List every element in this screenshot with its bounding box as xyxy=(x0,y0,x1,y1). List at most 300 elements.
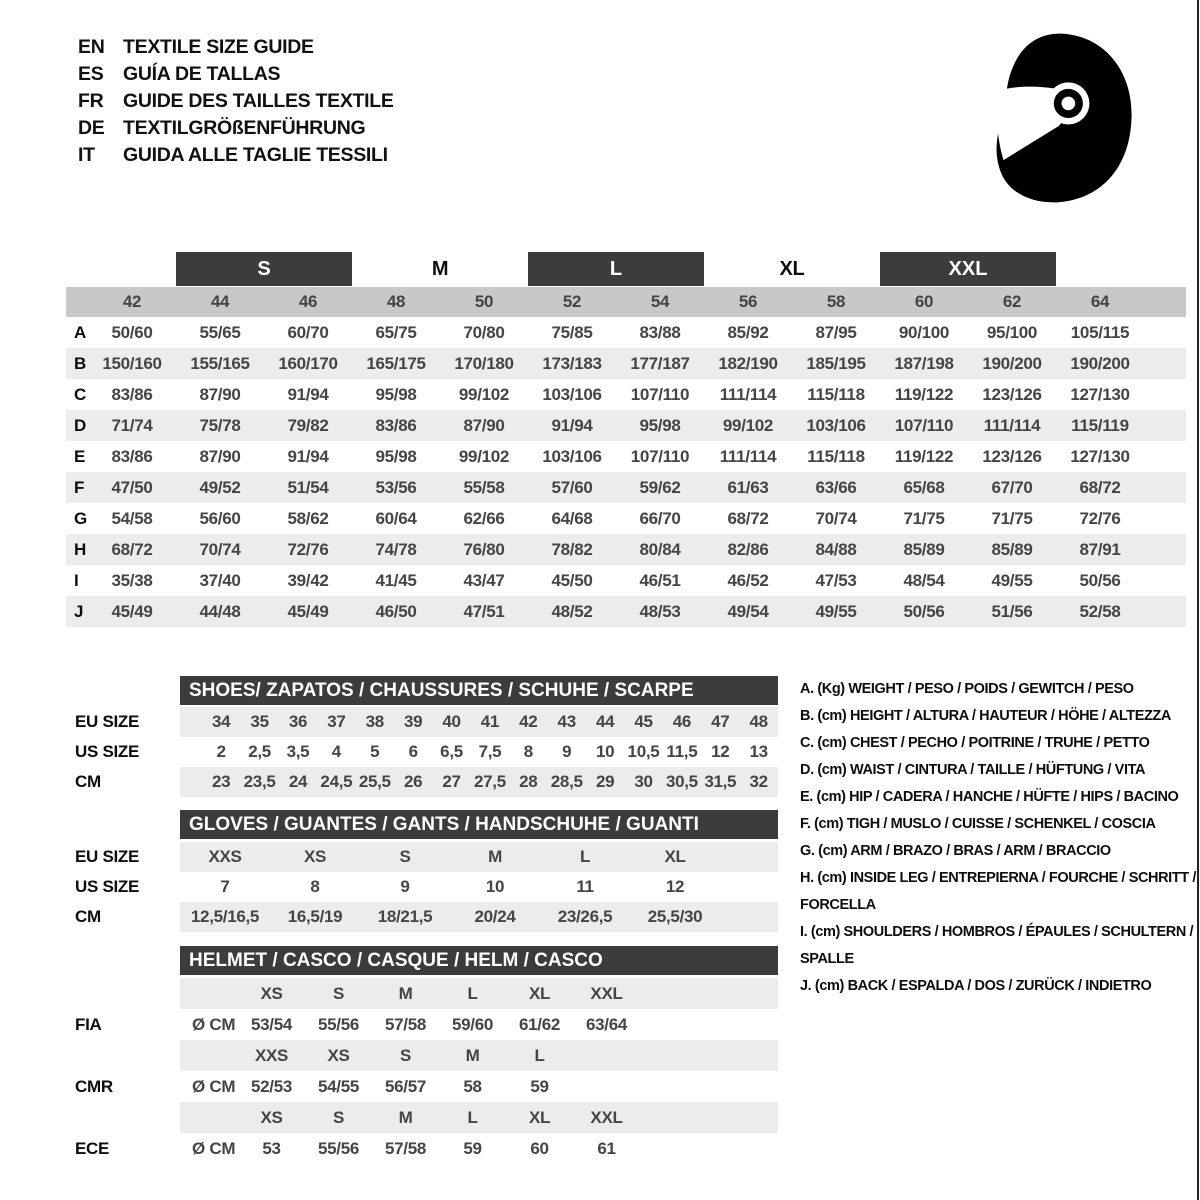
legend-item: G. (cm) ARM / BRAZO / BRAS / ARM / BRACCIO xyxy=(800,843,1111,859)
cell-value: XXL xyxy=(590,1107,623,1127)
language-label: TEXTILGRÖßENFÜHRUNG xyxy=(123,117,366,139)
cell-value: 10 xyxy=(595,742,615,761)
size-value: 67/70 xyxy=(991,477,1033,497)
language-code: FR xyxy=(78,90,104,112)
size-value: 182/190 xyxy=(718,353,778,373)
size-value: 155/165 xyxy=(190,353,250,373)
language-label: TEXTILE SIZE GUIDE xyxy=(123,36,314,58)
helmet-table-rows xyxy=(66,978,1186,1164)
legend-item: A. (Kg) WEIGHT / PESO / POIDS / GEWITCH / PESO xyxy=(800,681,1134,697)
textile-row-c xyxy=(66,379,1186,410)
legend-item: I. (cm) SHOULDERS / HOMBROS / ÉPAULES / SCHULTERN / SPALLE xyxy=(800,924,1194,967)
row-values xyxy=(180,842,778,872)
size-value: 66/70 xyxy=(639,508,681,528)
size-value: 103/106 xyxy=(542,446,602,466)
cell-value: L xyxy=(467,1107,478,1127)
cell-value: S xyxy=(332,983,345,1003)
size-value: 105/115 xyxy=(1070,322,1130,342)
size-number: 50 xyxy=(474,292,494,311)
cell-value: 57/58 xyxy=(384,1014,427,1034)
size-value: 68/72 xyxy=(111,539,153,559)
size-value: 83/88 xyxy=(639,322,681,342)
cell-value: L xyxy=(579,847,591,866)
cell-value: M xyxy=(488,847,502,866)
size-value: 61/63 xyxy=(727,477,769,497)
language-code: DE xyxy=(78,117,105,139)
cell-value: 13 xyxy=(749,742,768,761)
row-values xyxy=(180,1040,778,1071)
row-values xyxy=(180,978,778,1009)
cell-value: 56/57 xyxy=(384,1076,427,1096)
size-value: 123/126 xyxy=(982,446,1042,466)
size-value: 85/89 xyxy=(903,539,945,559)
cell-value: 61 xyxy=(597,1138,616,1158)
size-value: 41/45 xyxy=(375,570,417,590)
size-value: 44/48 xyxy=(199,601,241,621)
cell-value: 23,5 xyxy=(243,772,276,791)
size-number-band xyxy=(66,287,1186,317)
legend-item: F. (cm) TIGH / MUSLO / CUISSE / SCHENKEL / COSCIA xyxy=(800,816,1156,832)
cell-value: 34 xyxy=(212,712,231,731)
cell-value: 3,5 xyxy=(286,742,310,761)
cell-value: 35 xyxy=(250,712,269,731)
cell-value: Ø CM xyxy=(192,1014,236,1034)
size-value: 190/200 xyxy=(1070,353,1130,373)
size-value: 60/64 xyxy=(375,508,417,528)
cell-value: 63/64 xyxy=(585,1014,628,1034)
size-value: 87/90 xyxy=(199,384,241,404)
cell-value: 31,5 xyxy=(704,772,737,791)
cell-value: XXS xyxy=(208,847,242,866)
cell-value: S xyxy=(399,1045,412,1065)
table-row xyxy=(66,1102,1186,1133)
cell-value: XS xyxy=(260,983,283,1003)
size-number: 62 xyxy=(1002,292,1022,311)
size-value: 48/54 xyxy=(903,570,945,590)
size-value: 51/56 xyxy=(991,601,1033,621)
size-value: 91/94 xyxy=(287,446,329,466)
cell-value: XS xyxy=(260,1107,283,1127)
cell-value: 24,5 xyxy=(320,772,353,791)
size-value: 79/82 xyxy=(287,415,329,435)
textile-row-a xyxy=(66,317,1186,348)
size-value: 70/74 xyxy=(815,508,857,528)
size-value: 65/75 xyxy=(375,322,417,342)
cell-value: 48 xyxy=(749,712,768,731)
size-value: 45/49 xyxy=(287,601,329,621)
size-number: 58 xyxy=(826,292,846,311)
legend-item: J. (cm) BACK / ESPALDA / DOS / ZURÜCK / INDIETRO xyxy=(800,978,1152,994)
cell-value: 11,5 xyxy=(666,742,698,761)
cell-value: 2,5 xyxy=(248,742,271,761)
row-letter: F xyxy=(74,477,85,497)
row-label: CM xyxy=(75,772,101,791)
textile-row-g xyxy=(66,503,1186,534)
cell-value: 28,5 xyxy=(550,772,583,791)
cell-value: 11 xyxy=(576,877,594,896)
size-value: 87/90 xyxy=(199,446,241,466)
cell-value: 10 xyxy=(485,877,505,896)
language-label: GUIDA ALLE TAGLIE TESSILI xyxy=(123,144,388,166)
row-label: EU SIZE xyxy=(75,847,140,866)
cell-value: 43 xyxy=(557,712,576,731)
textile-row-e xyxy=(66,441,1186,472)
size-value: 177/187 xyxy=(630,353,690,373)
cell-value: XL xyxy=(528,1107,551,1127)
cell-value: XS xyxy=(303,847,327,866)
size-value: 68/72 xyxy=(727,508,769,528)
language-row xyxy=(78,88,394,115)
textile-row-i xyxy=(66,565,1186,596)
cell-value: S xyxy=(332,1107,345,1127)
cell-value: 52/53 xyxy=(250,1076,293,1096)
size-value: 87/90 xyxy=(463,415,505,435)
language-label: GUÍA DE TALLAS xyxy=(123,63,281,85)
size-value: 123/126 xyxy=(982,384,1042,404)
cell-value: 12 xyxy=(665,877,685,896)
language-row xyxy=(78,34,394,61)
size-number: 42 xyxy=(122,292,142,311)
row-values xyxy=(180,872,778,902)
size-value: 74/78 xyxy=(375,539,417,559)
cell-value: 59 xyxy=(463,1138,482,1158)
size-value: 71/75 xyxy=(991,508,1033,528)
size-value: 71/75 xyxy=(903,508,945,528)
size-value: 173/183 xyxy=(542,353,602,373)
size-group-row xyxy=(66,252,1186,286)
table-row xyxy=(66,1071,1186,1102)
cell-value: 58 xyxy=(463,1076,482,1096)
size-value: 87/91 xyxy=(1079,539,1121,559)
size-value: 91/94 xyxy=(551,415,593,435)
size-value: 55/65 xyxy=(199,322,241,342)
cell-value: 46 xyxy=(672,712,692,731)
size-value: 51/54 xyxy=(287,477,329,497)
row-letter: H xyxy=(74,539,86,559)
legend-item: H. (cm) INSIDE LEG / ENTREPIERNA / FOURCHE / SCHRITT / FORCELLA xyxy=(800,870,1196,913)
shoes-title-bar: SHOES/ ZAPATOS / CHAUSSURES / SCHUHE / SCARPE xyxy=(180,676,778,705)
cell-value: 7,5 xyxy=(478,742,502,761)
cell-value: 12,5/16,5 xyxy=(190,907,260,926)
cell-value: 37 xyxy=(327,712,346,731)
textile-row-j xyxy=(66,596,1186,627)
cell-value: 8 xyxy=(310,877,320,896)
cell-value: 41 xyxy=(480,712,500,731)
size-number: 64 xyxy=(1090,292,1110,311)
size-value: 119/122 xyxy=(894,384,954,404)
size-group-s: S xyxy=(176,252,352,286)
cell-value: 25,5 xyxy=(358,772,391,791)
cell-value: 59/60 xyxy=(451,1014,494,1034)
cell-value: M xyxy=(398,1107,413,1127)
size-number: 56 xyxy=(738,292,758,311)
textile-size-table xyxy=(66,252,1186,627)
size-value: 127/130 xyxy=(1070,384,1130,404)
cell-value: 27 xyxy=(442,772,461,791)
cell-value: 57/58 xyxy=(384,1138,427,1158)
size-value: 95/98 xyxy=(375,446,417,466)
cell-value: 38 xyxy=(365,712,384,731)
size-value: 80/84 xyxy=(639,539,681,559)
size-value: 49/55 xyxy=(991,570,1033,590)
size-value: 150/160 xyxy=(102,353,162,373)
row-letter: J xyxy=(74,601,84,621)
table-row xyxy=(66,1133,1186,1164)
size-value: 84/88 xyxy=(815,539,857,559)
size-value: 52/58 xyxy=(1079,601,1121,621)
cell-value: 44 xyxy=(595,712,615,731)
size-value: 50/60 xyxy=(111,322,153,342)
language-row xyxy=(78,142,394,169)
size-value: 111/114 xyxy=(719,384,777,404)
size-value: 103/106 xyxy=(806,415,866,435)
size-value: 70/80 xyxy=(463,322,505,342)
cell-value: 36 xyxy=(288,712,308,731)
gloves-title-bar: GLOVES / GUANTES / GANTS / HANDSCHUHE / GUANTI xyxy=(180,810,778,839)
cell-value: 55/56 xyxy=(317,1138,360,1158)
size-value: 119/122 xyxy=(894,446,954,466)
table-row xyxy=(66,1040,1186,1071)
row-label xyxy=(66,1102,180,1133)
row-label: US SIZE xyxy=(75,742,140,761)
size-value: 115/119 xyxy=(1071,415,1129,435)
cell-value: 59 xyxy=(530,1076,549,1096)
size-value: 60/70 xyxy=(287,322,329,342)
row-label: EU SIZE xyxy=(75,712,140,731)
cell-value: 42 xyxy=(519,712,538,731)
size-number: 48 xyxy=(386,292,406,311)
size-value: 190/200 xyxy=(982,353,1042,373)
row-values xyxy=(180,1102,778,1133)
row-letter: E xyxy=(74,446,86,466)
size-value: 99/102 xyxy=(458,384,510,404)
legend-item: B. (cm) HEIGHT / ALTURA / HAUTEUR / HÖHE / ALTEZZA xyxy=(800,708,1171,724)
size-value: 70/74 xyxy=(199,539,241,559)
size-value: 65/68 xyxy=(903,477,945,497)
size-value: 49/52 xyxy=(199,477,241,497)
cell-value: 7 xyxy=(220,877,230,896)
cell-value: 28 xyxy=(519,772,538,791)
size-value: 56/60 xyxy=(199,508,241,528)
cell-value: 6 xyxy=(408,742,418,761)
size-value: 75/78 xyxy=(199,415,241,435)
size-value: 95/98 xyxy=(375,384,417,404)
cell-value: 47 xyxy=(711,712,730,731)
size-value: 115/118 xyxy=(807,384,865,404)
textile-table-body xyxy=(66,317,1186,627)
language-code: IT xyxy=(78,144,95,166)
cell-value: 8 xyxy=(523,742,533,761)
row-values xyxy=(180,902,778,932)
size-value: 37/40 xyxy=(199,570,241,590)
size-value: 111/114 xyxy=(719,446,777,466)
size-value: 107/110 xyxy=(894,415,954,435)
language-list xyxy=(78,34,394,169)
cell-value: 60 xyxy=(530,1138,549,1158)
row-label: ECE xyxy=(75,1138,110,1158)
cell-value: 45 xyxy=(634,712,653,731)
row-values xyxy=(180,1133,778,1164)
legend-item: D. (cm) WAIST / CINTURA / TAILLE / HÜFTUNG / VITA xyxy=(800,762,1146,778)
size-value: 55/58 xyxy=(463,477,505,497)
language-row xyxy=(78,61,394,88)
cell-value: XS xyxy=(327,1045,350,1065)
cell-value: 40 xyxy=(442,712,461,731)
cell-value: 26 xyxy=(403,772,423,791)
textile-row-h xyxy=(66,534,1186,565)
size-value: 90/100 xyxy=(898,322,950,342)
size-value: 50/56 xyxy=(903,601,945,621)
cell-value: S xyxy=(399,847,411,866)
size-value: 165/175 xyxy=(366,353,426,373)
cell-value: 23/26,5 xyxy=(557,907,613,926)
size-value: 47/50 xyxy=(111,477,153,497)
size-value: 99/102 xyxy=(458,446,510,466)
cell-value: 25,5/30 xyxy=(647,907,703,926)
row-letter: I xyxy=(74,570,79,590)
size-group-xl: XL xyxy=(779,258,805,280)
size-value: 45/49 xyxy=(111,601,153,621)
size-value: 48/52 xyxy=(551,601,593,621)
size-value: 187/198 xyxy=(894,353,954,373)
size-value: 76/80 xyxy=(463,539,505,559)
size-value: 57/60 xyxy=(551,477,593,497)
row-letter: C xyxy=(74,384,86,404)
cell-value: M xyxy=(398,983,413,1003)
size-value: 83/86 xyxy=(111,446,153,466)
size-value: 53/56 xyxy=(375,477,417,497)
size-value: 46/50 xyxy=(375,601,417,621)
size-value: 127/130 xyxy=(1070,446,1130,466)
cell-value: M xyxy=(465,1045,480,1065)
textile-row-d xyxy=(66,410,1186,441)
cell-value: 18/21,5 xyxy=(377,907,433,926)
table-row xyxy=(66,1009,1186,1040)
legend-item: C. (cm) CHEST / PECHO / POITRINE / TRUHE / PETTO xyxy=(800,735,1150,751)
size-value: 64/68 xyxy=(551,508,593,528)
size-number: 52 xyxy=(562,292,582,311)
size-value: 103/106 xyxy=(542,384,602,404)
cell-value: 6,5 xyxy=(440,742,463,761)
cell-value: XL xyxy=(664,847,686,866)
cell-value: L xyxy=(534,1045,545,1065)
size-value: 49/54 xyxy=(727,601,769,621)
row-values xyxy=(180,1009,778,1040)
size-value: 59/62 xyxy=(639,477,681,497)
size-value: 95/100 xyxy=(986,322,1038,342)
cell-value: 55/56 xyxy=(317,1014,360,1034)
cell-value: 30,5 xyxy=(665,772,698,791)
cell-value: XL xyxy=(528,983,551,1003)
row-values xyxy=(180,737,778,767)
row-label: CM xyxy=(75,907,101,926)
measurement-legend xyxy=(800,676,1198,1000)
row-letter: D xyxy=(74,415,86,435)
size-value: 49/55 xyxy=(815,601,857,621)
size-value: 62/66 xyxy=(463,508,505,528)
row-letter: A xyxy=(74,322,86,342)
row-label: FIA xyxy=(75,1014,102,1034)
size-value: 75/85 xyxy=(551,322,593,342)
size-value: 63/66 xyxy=(815,477,857,497)
size-value: 107/110 xyxy=(630,446,690,466)
cell-value: 2 xyxy=(216,742,226,761)
size-number: 46 xyxy=(298,292,318,311)
size-value: 72/76 xyxy=(1079,508,1121,528)
cell-value: 5 xyxy=(370,742,380,761)
size-value: 46/52 xyxy=(727,570,769,590)
size-number: 60 xyxy=(914,292,934,311)
size-value: 43/47 xyxy=(463,570,505,590)
textile-row-b xyxy=(66,348,1186,379)
cell-value: 54/55 xyxy=(317,1076,360,1096)
cell-value: 10,5 xyxy=(627,742,660,761)
size-value: 46/51 xyxy=(639,570,681,590)
size-value: 85/89 xyxy=(991,539,1033,559)
row-values xyxy=(180,1071,778,1102)
cell-value: 23 xyxy=(212,772,231,791)
size-value: 91/94 xyxy=(287,384,329,404)
row-label xyxy=(66,978,180,1009)
size-value: 72/76 xyxy=(287,539,329,559)
size-value: 83/86 xyxy=(111,384,153,404)
size-value: 87/95 xyxy=(815,322,857,342)
size-group-l: L xyxy=(528,252,704,286)
cell-value: 12 xyxy=(711,742,730,761)
row-label xyxy=(66,1040,180,1071)
size-value: 48/53 xyxy=(639,601,681,621)
cell-value: Ø CM xyxy=(192,1138,236,1158)
cell-value: 61/62 xyxy=(518,1014,561,1034)
size-value: 47/53 xyxy=(815,570,857,590)
size-group-m: M xyxy=(431,258,449,280)
size-value: 95/98 xyxy=(639,415,681,435)
size-value: 82/86 xyxy=(727,539,769,559)
size-value: 47/51 xyxy=(463,601,505,621)
cell-value: 9 xyxy=(400,877,410,896)
size-value: 170/180 xyxy=(454,353,514,373)
row-letter: G xyxy=(74,508,87,528)
size-value: 85/92 xyxy=(727,322,769,342)
cell-value: 9 xyxy=(562,742,572,761)
language-label: GUIDE DES TAILLES TEXTILE xyxy=(123,90,394,112)
row-values xyxy=(180,767,778,797)
size-value: 111/114 xyxy=(983,415,1041,435)
size-value: 83/86 xyxy=(375,415,417,435)
language-row xyxy=(78,115,394,142)
size-value: 78/82 xyxy=(551,539,593,559)
row-values xyxy=(180,707,778,737)
size-value: 50/56 xyxy=(1079,570,1121,590)
cell-value: Ø CM xyxy=(192,1076,236,1096)
size-value: 71/74 xyxy=(111,415,153,435)
size-value: 160/170 xyxy=(278,353,338,373)
right-edge-line xyxy=(1197,0,1199,1200)
size-value: 185/195 xyxy=(806,353,866,373)
cell-value: XXL xyxy=(590,983,623,1003)
cell-value: 4 xyxy=(331,742,341,761)
cell-value: 30 xyxy=(634,772,653,791)
size-value: 99/102 xyxy=(722,415,774,435)
size-number: 54 xyxy=(650,292,670,311)
cell-value: L xyxy=(467,983,478,1003)
cell-value: 16,5/19 xyxy=(287,907,343,926)
size-value: 115/118 xyxy=(807,446,865,466)
cell-value: 24 xyxy=(288,772,308,791)
cell-value: 27,5 xyxy=(473,772,506,791)
racing-helmet-icon xyxy=(976,28,1138,208)
cell-value: 20/24 xyxy=(474,907,516,926)
